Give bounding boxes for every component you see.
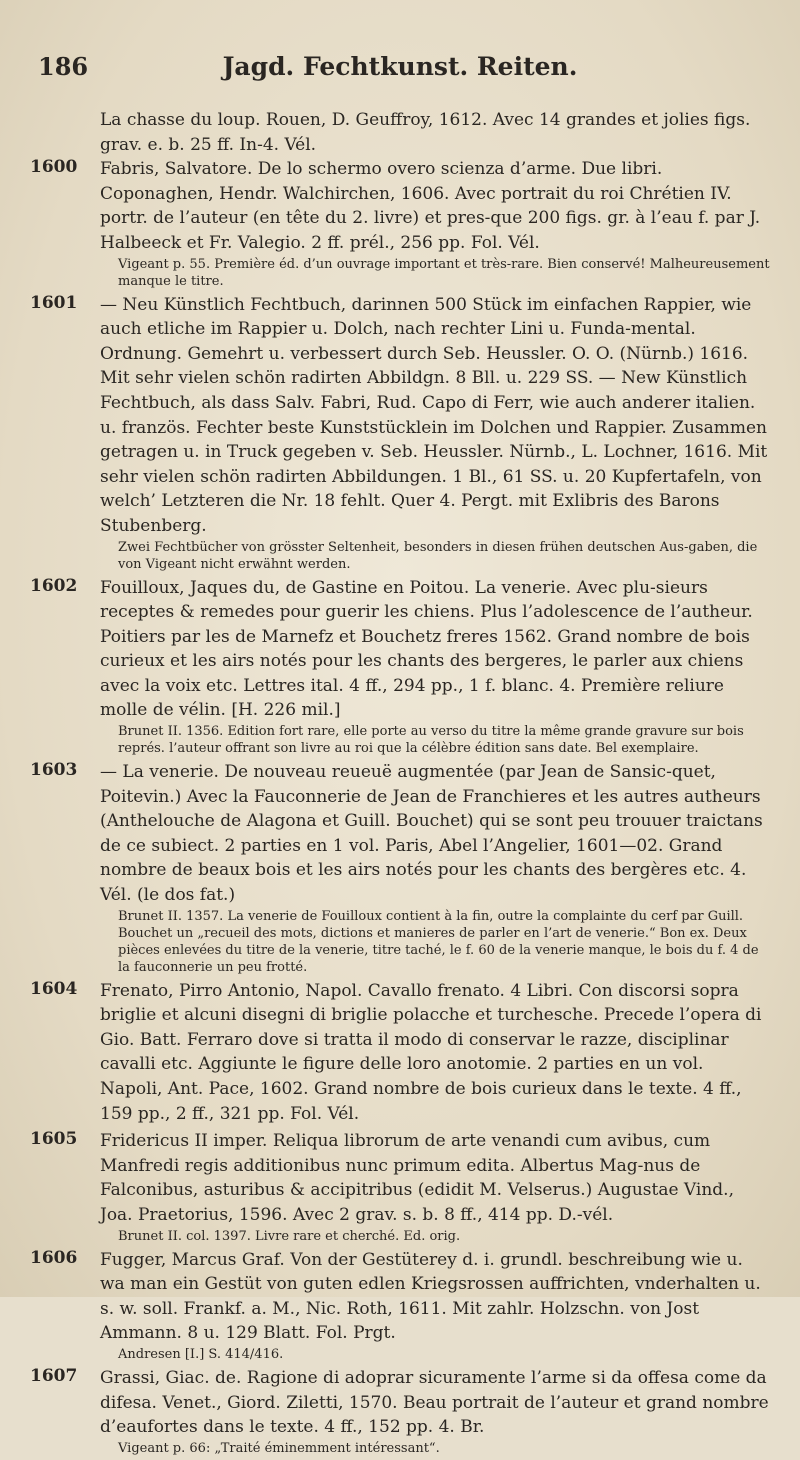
catalogue-entry-1604 (30, 979, 770, 1127)
entry-text: Frenato, Pirro Antonio, Napol. Cavallo frenato. 4 Libri. Con discorsi sopra briglie et alcuni disegni di briglie polacche et turchesche. Precede l’opera di Gio. Batt. Ferraro dove si tratta il modo di conservar le razze, disciplinar cavalli etc. Aggiunte le figure delle loro anotomie. 2 parties en un vol. Napoli, Ant. Pace, 1602. Grand nombre de bois curieux dans le texte. 4 ff., 159 pp., 2 ff., 321 pp. Fol. Vél. (100, 980, 762, 1124)
entry-number: 1606 (30, 1247, 78, 1268)
entry-number: 1600 (30, 157, 78, 178)
catalogue-content (30, 108, 770, 1460)
entry-number: 1604 (30, 978, 78, 999)
page-number: 186 (38, 52, 89, 81)
entry-note: Brunet II. col. 1397. Livre rare et cherché. Ed. orig. (118, 1228, 461, 1244)
catalogue-entry-1603 (30, 760, 770, 976)
continued-entry (30, 108, 770, 157)
entry-text: Fugger, Marcus Graf. Von der Gestüterey d. i. grundl. beschreibung wie u. wa man ein Gestüt von guten edlen Kriegsrossen auffrichten, vnderhalten u. s. w. soll. Frankf. a. M., Nic. Roth, 1611. Mit zahlr. Holzschn. von Jost Ammann. 8 u. 129 Blatt. Fol. Prgt. (100, 1249, 761, 1344)
entry-note: Brunet II. 1356. Edition fort rare, elle porte au verso du titre la même grande gravure sur bois représ. l’auteur offrant son livre au roi que la célèbre édition sans date. Bel exemplaire. (118, 724, 744, 757)
entry-number: 1605 (30, 1129, 78, 1150)
entry-number: 1602 (30, 575, 78, 596)
entry-note: Andresen [I.] S. 414/416. (118, 1346, 284, 1362)
entry-number: 1603 (30, 760, 78, 781)
entry-text: — Neu Künstlich Fechtbuch, darinnen 500 Stück im einfachen Rappier, wie auch etliche im Rappier u. Dolch, nach rechter Lini u. Funda-mental. Ordnung. Gemehrt u. verbessert durch Seb. Heussler. O. O. (Nürnb.) 1616. Mit sehr vielen schön radirten Abbildgn. 8 Bll. u. 229 SS. — New Künstlich Fechtbuch, als dass Salv. Fabri, Rud. Capo di Ferr, wie auch anderer italien. u. französ. Fechter beste Kunststücklein im Dolchen und Rappier. Zusammen getragen u. in Truck gegeben v. Seb. Heussler. Nürnb., L. Lochner, 1616. Mit sehr vielen schön radirten Abbildungen. 1 Bl., 61 SS. u. 20 Kupfertafeln, von welch’ Letzteren die Nr. 18 fehlt. Quer 4. Pergt. mit Exlibris des Barons Stubenberg. (100, 294, 768, 536)
catalogue-entry-1601 (30, 293, 770, 573)
running-title: Jagd. Fechtkunst. Reiten. (222, 52, 578, 81)
continued-entry-text: La chasse du loup. Rouen, D. Geuffroy, 1612. Avec 14 grandes et jolies figs. grav. e. b. 25 ff. In-4. Vél. (100, 110, 751, 155)
entry-text: Fabris, Salvatore. De lo schermo overo scienza d’arme. Due libri. Coponaghen, Hendr. Walchirchen, 1606. Avec portrait du roi Chrétien IV. portr. de l’auteur (en tête du 2. livre) et pres-que 200 figs. gr. à l’eau f. par J. Halbeeck et Fr. Valegio. 2 ff. prél., 256 pp. Fol. Vél. (100, 159, 761, 253)
catalogue-entry-1605 (30, 1129, 770, 1244)
catalogue-entry-1606 (30, 1248, 770, 1363)
entry-text: Grassi, Giac. de. Ragione di adoprar sicuramente l’arme si da offesa come da difesa. Venet., Giord. Ziletti, 1570. Beau portrait de l’auteur et grand nombre d’eaufortes dans le texte. 4 ff., 152 pp. 4. Br. (100, 1367, 769, 1438)
catalogue-entry-1607 (30, 1366, 770, 1457)
page-header (0, 52, 800, 88)
entry-text: Fridericus II imper. Reliqua librorum de arte venandi cum avibus, cum Manfredi regis additionibus nunc primum edita. Albertus Mag-nus de Falconibus, asturibus & accipitribus (edidit M. Velserus.) Augustae Vind., Joa. Praetorius, 1596. Avec 2 grav. s. b. 8 ff., 414 pp. D.-vél. (100, 1131, 734, 1225)
entry-number: 1607 (30, 1365, 78, 1386)
entry-note: Vigeant p. 66: „Traité éminemment intéressant“. (118, 1440, 440, 1456)
entry-text: Fouilloux, Jaques du, de Gastine en Poitou. La venerie. Avec plu-sieurs receptes & remedes pour guerir les chiens. Plus l’adolescence de l’autheur. Poitiers par les de Marnefz et Bouchetz freres 1562. Grand nombre de bois curieux et les airs notés pour les chants des bergeres, le parler aux chiens avec la voix etc. Lettres ital. 4 ff., 294 pp., 1 f. blanc. 4. Première reliure molle de vélin. [H. 226 mil.] (100, 577, 753, 721)
entry-note: Vigeant p. 55. Première éd. d’un ouvrage important et très-rare. Bien conservé! Malheureusement manque le titre. (118, 256, 770, 289)
catalogue-entry-1600 (30, 157, 770, 289)
entry-note: Brunet II. 1357. La venerie de Fouilloux contient à la fin, outre la complainte du cerf par Guill. Bouchet un „recueil des mots, dictions et manieres de parler en l’art de venerie.“ Bon ex. Deux pièces enlevées du titre de la venerie, titre taché, le f. 60 de la venerie manque, le bois du f. 4 de la fauconnerie un peu frotté. (118, 908, 759, 975)
entry-number: 1601 (30, 292, 78, 313)
catalogue-entry-1602 (30, 576, 770, 758)
entry-text: — La venerie. De nouveau reueuë augmentée (par Jean de Sansic-quet, Poitevin.) Avec la Fauconnerie de Jean de Franchieres et les autres autheurs (Anthelouche de Alagona et Guill. Bouchet) qui se sont peu trouuer traictans de ce subiect. 2 parties en 1 vol. Paris, Abel l’Angelier, 1601—02. Grand nombre de beaux bois et les airs notés pour les chants des bergères etc. 4. Vél. (le dos fat.) (100, 762, 763, 906)
entry-note: Zwei Fechtbücher von grösster Seltenheit, besonders in diesen frühen deutschen Aus-gaben, die von Vigeant nicht erwähnt werden. (118, 539, 758, 572)
